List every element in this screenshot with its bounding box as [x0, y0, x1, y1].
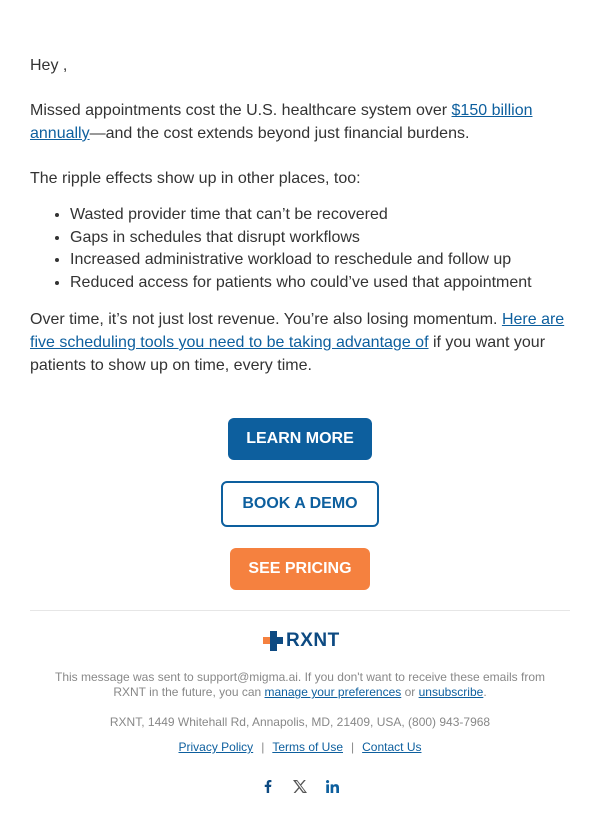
- facebook-icon[interactable]: [261, 777, 275, 795]
- link-separator: |: [261, 740, 265, 754]
- cost-statistic-link[interactable]: $150 billion annually: [30, 102, 533, 142]
- notice-end: .: [483, 685, 487, 699]
- list-item: • Reduced access for patients who could’ve used that appointment: [70, 272, 575, 295]
- greeting: Hey ,: [30, 57, 68, 74]
- rxnt-cross-icon: [263, 631, 283, 651]
- footer-notice: [40, 670, 560, 700]
- momentum-paragraph: [30, 308, 575, 377]
- learn-more-button[interactable]: LEARN MORE: [228, 418, 372, 460]
- logo-text: RXNT: [286, 630, 340, 651]
- manage-preferences-link[interactable]: manage your preferences: [264, 685, 402, 699]
- link-separator: |: [351, 740, 355, 754]
- x-icon[interactable]: [293, 777, 307, 795]
- book-demo-button[interactable]: BOOK A DEMO: [221, 481, 379, 527]
- ripple-effects-list: [30, 204, 575, 294]
- terms-of-use-link[interactable]: Terms of Use: [272, 740, 343, 754]
- linkedin-icon[interactable]: [325, 777, 339, 795]
- social-links: [0, 777, 600, 795]
- footer-address: RXNT, 1449 Whitehall Rd, Annapolis, MD, 21409, USA, (800) 943-7968: [109, 715, 491, 729]
- footer-links: [40, 740, 560, 755]
- footer-divider: [30, 610, 570, 611]
- rxnt-logo[interactable]: [263, 631, 340, 651]
- momentum-text-end: if you want your patients to show up on time, every time.: [30, 334, 546, 374]
- notice-text: This message was sent to support@migma.ai. If you don't want to receive these emails from RXNT in the future, you can: [54, 670, 546, 699]
- intro-paragraph: [30, 99, 575, 145]
- intro-text: Missed appointments cost the U.S. healthcare system over: [30, 102, 452, 119]
- list-item: • Gaps in schedules that disrupt workflows: [70, 227, 575, 250]
- momentum-text: Over time, it’s not just lost revenue. You’re also losing momentum.: [30, 311, 502, 328]
- contact-us-link[interactable]: Contact Us: [362, 740, 422, 754]
- notice-or: or: [401, 685, 419, 699]
- unsubscribe-link[interactable]: unsubscribe: [418, 685, 484, 699]
- privacy-policy-link[interactable]: Privacy Policy: [178, 740, 254, 754]
- intro-text-end: —and the cost extends beyond just financial burdens.: [89, 125, 470, 142]
- scheduling-tools-link[interactable]: Here are five scheduling tools you need to be taking advantage of: [30, 311, 565, 351]
- list-item: • Wasted provider time that can’t be recovered: [70, 204, 575, 227]
- list-item: • Increased administrative workload to reschedule and follow up: [70, 249, 575, 272]
- email-content: [30, 54, 575, 377]
- ripple-intro: The ripple effects show up in other places, too:: [30, 170, 361, 187]
- see-pricing-button[interactable]: SEE PRICING: [230, 548, 370, 590]
